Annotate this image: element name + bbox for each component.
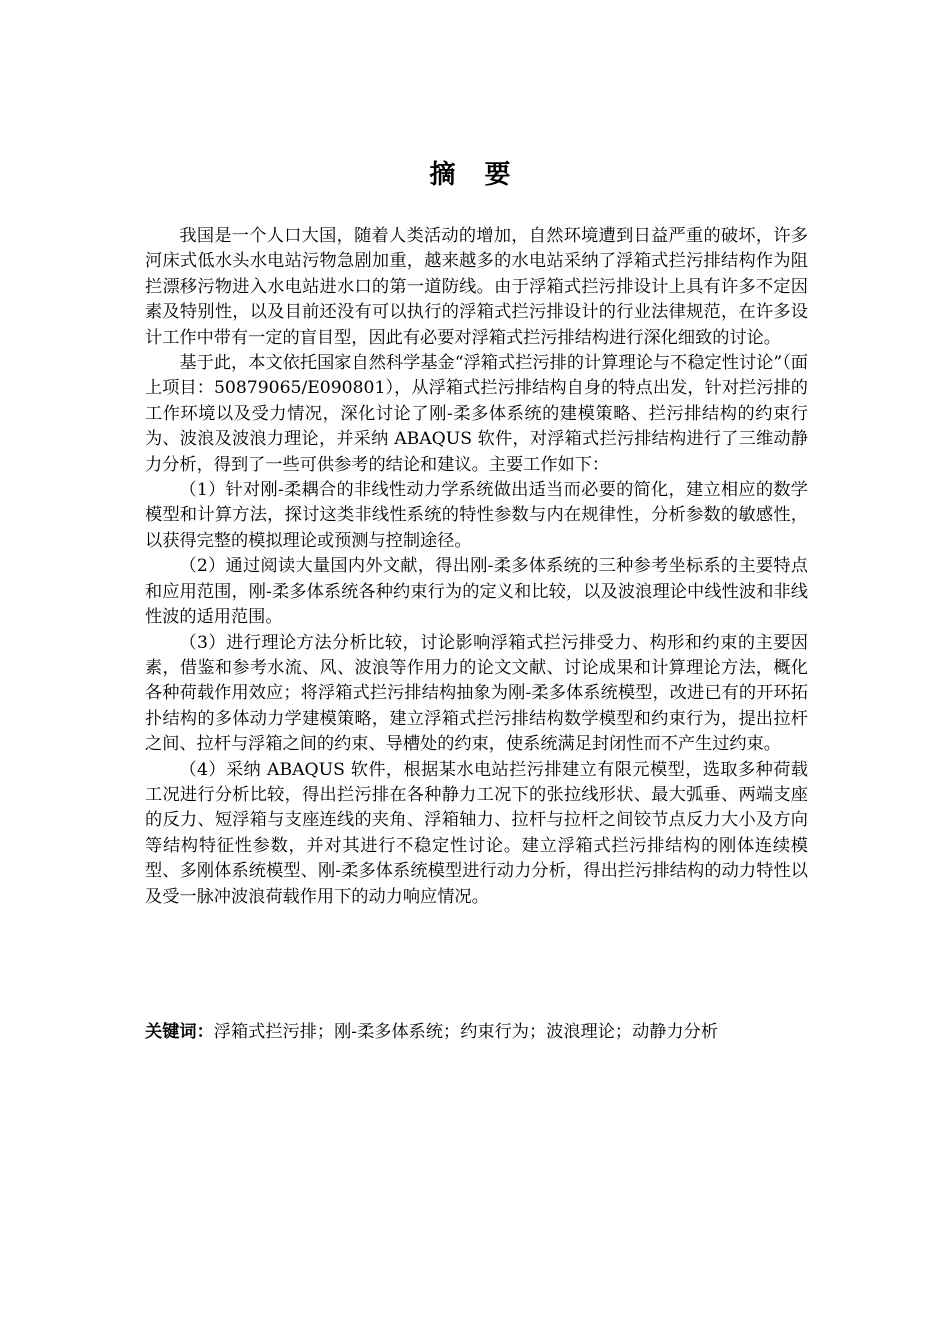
page-title: 摘 要 [429,160,521,190]
keywords-label: 关键词： [145,1022,214,1042]
abstract-paragraph-4: （2）通过阅读大量国内外文献，得出刚-柔多体系统的三种参考坐标系的主要特点和应用范围，刚-柔多体系统各种约束行为的定义和比较，以及波浪理论中线性波和非线性波的适用范围。 [145,556,808,628]
abstract-paragraph-2: 基于此，本文依托国家自然科学基金“浮箱式拦污排的计算理论与不稳定性讨论”（面上项目：50879065/E090801），从浮箱式拦污排结构自身的特点出发，针对拦污排的工作环境以及受力情况，深化讨论了刚-柔多体系统的建模策略、拦污排结构的约束行为、波浪及波浪力理论，并采纳 ABAQUS 软件，对浮箱式拦污排结构进行了三维动静力分析，得到了一些可供参考的结论和建议。主要工作如下： [145,353,808,475]
abstract-paragraph-1: 我国是一个人口大国，随着人类活动的增加，自然环境遭到日益严重的破坏，许多河床式低水头水电站污物急剧加重，越来越多的水电站采纳了浮箱式拦污排结构作为阻拦漂移污物进入水电站进水口的第一道防线。由于浮箱式拦污排设计上具有许多不定因素及特别性，以及目前还没有可以执行的浮箱式拦污排设计的行业法律规范，在许多设计工作中带有一定的盲目型，因此有必要对浮箱式拦污排结构进行深化细致的讨论。 [145,226,808,348]
keywords-text: 浮箱式拦污排；刚-柔多体系统；约束行为；波浪理论；动静力分析 [213,1022,719,1042]
abstract-paragraph-3: （1）针对刚-柔耦合的非线性动力学系统做出适当而必要的简化，建立相应的数学模型和计算方法，探讨这类非线性系统的特性参数与内在规律性，分析参数的敏感性，以获得完整的模拟理论或预测与控制途径。 [145,480,808,551]
abstract-paragraph-6: （4）采纳 ABAQUS 软件，根据某水电站拦污排建立有限元模型，选取多种荷载工况进行分析比较，得出拦污排在各种静力工况下的张拉线形状、最大弧垂、两端支座的反力、短浮箱与支座连线的夹角、浮箱轴力、拉杆与拉杆之间铰节点反力大小及方向等结构特征性参数，并对其进行不稳定性讨论。建立浮箱式拦污排结构的刚体连续模型、多刚体系统模型、刚-柔多体系统模型进行动力分析，得出拦污排结构的动力特性以及受一脉冲波浪荷载作用下的动力响应情况。 [145,759,808,907]
keywords-line [145,1019,808,1045]
abstract-body [145,224,808,910]
abstract-paragraph-5: （3）进行理论方法分析比较，讨论影响浮箱式拦污排受力、构形和约束的主要因素，借鉴和参考水流、风、波浪等作用力的论文文献、讨论成果和计算理论方法，概化各种荷载作用效应；将浮箱式拦污排结构抽象为刚-柔多体系统模型，改进已有的开环拓扑结构的多体动力学建模策略，建立浮箱式拦污排结构数学模型和约束行为，提出拉杆之间、拉杆与浮箱之间的约束、导槽处的约束，使系统满足封闭性而不产生过约束。 [145,632,808,755]
